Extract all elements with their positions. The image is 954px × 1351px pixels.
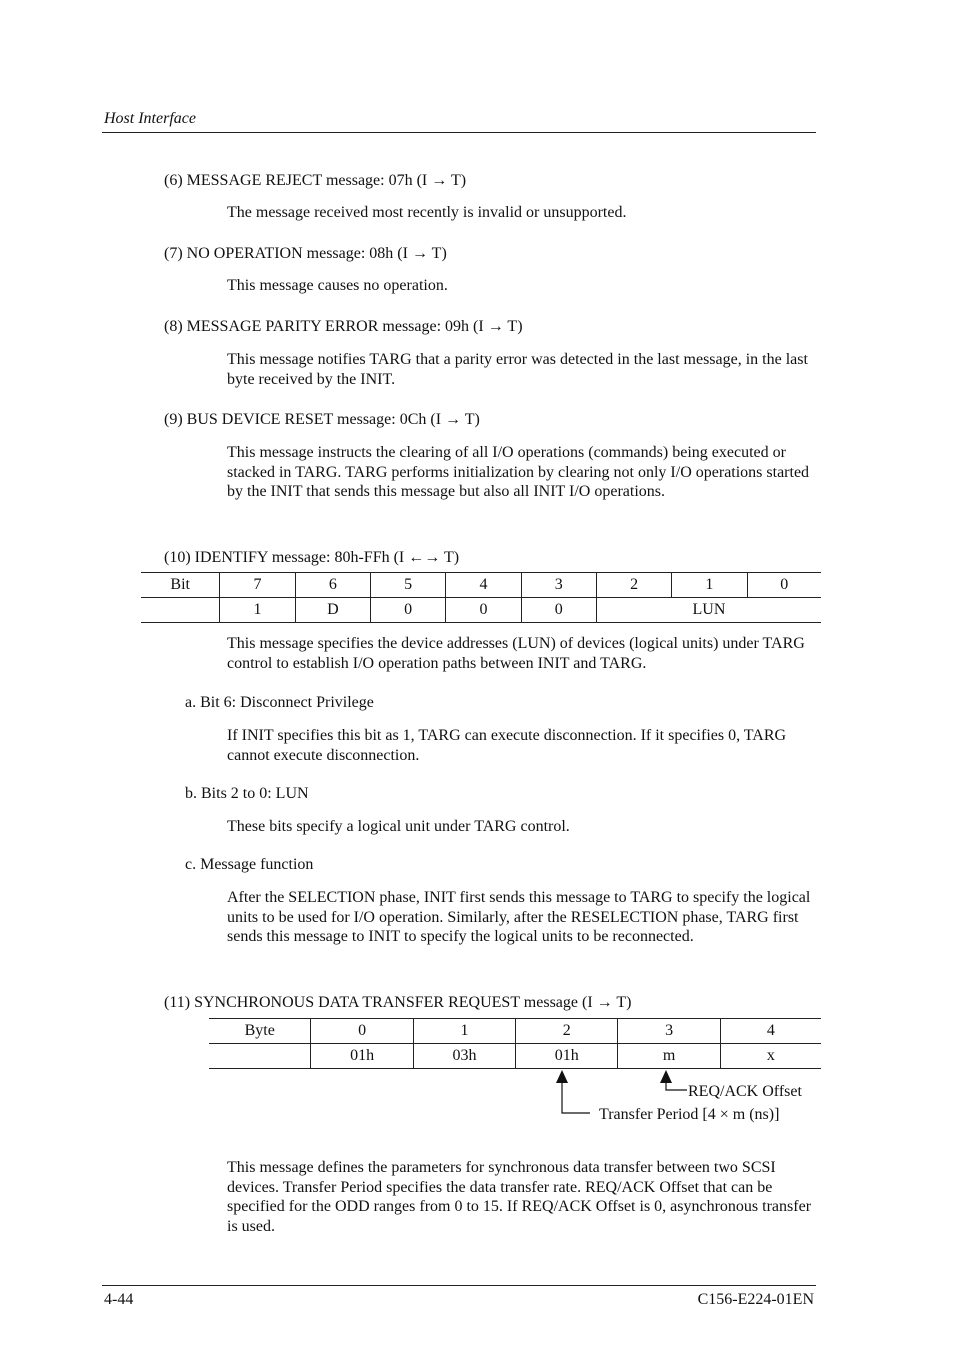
offset-arrowhead (660, 1070, 672, 1083)
section-10-heading: (10) IDENTIFY message: 80h-FFh (I ←→ T) (164, 549, 460, 566)
table-cell: 0 (747, 573, 821, 598)
table-cell: 0 (446, 598, 521, 623)
section-8-body: This message notifies TARG that a parity error was detected in the last message, in the last byte received by the INIT. (227, 351, 808, 388)
table-cell: D (295, 598, 370, 623)
table-header-row (209, 1019, 821, 1044)
document-id: C156-E224-01EN (697, 1291, 814, 1308)
period-leader-line (562, 1083, 590, 1113)
sub-a-body: If INIT specifies this bit as 1, TARG can execute disconnection. If it specifies 0, TARG cannot execute disconnection. (227, 727, 787, 764)
table-row (209, 1044, 821, 1069)
sub-a-heading: a. Bit 6: Disconnect Privilege (185, 694, 374, 711)
header-rule (102, 132, 816, 133)
table-cell: 01h (311, 1044, 413, 1069)
identify-bit-table (141, 572, 821, 623)
section-9-heading: (9) BUS DEVICE RESET message: 0Ch (I → T) (164, 411, 480, 428)
section-6-heading: (6) MESSAGE REJECT message: 07h (I → T) (164, 172, 467, 189)
section-7-body: This message causes no operation. (227, 277, 448, 294)
section-9-body: This message instructs the clearing of all I/O operations (commands) being executed or stacked in TARG. TARG performs initialization by clearing not only I/O operations started by the INIT that sends this message but also all INIT I/O operations. (227, 444, 810, 501)
transfer-period-label: Transfer Period [4 × m (ns)] (599, 1106, 780, 1123)
table-cell: 4 (720, 1019, 821, 1044)
section-11-body: This message defines the parameters for synchronous data transfer between two SCSI devices. Transfer Period specifies the data transfer rate. REQ/ACK Offset that can be specified for the ODD ranges from 0 to 15. If REQ/ACK Offset is 0, asynchronous transfer is used. (227, 1159, 812, 1236)
table-cell: 3 (521, 573, 596, 598)
table-cell: 2 (516, 1019, 618, 1044)
table-cell: 6 (295, 573, 370, 598)
running-header: Host Interface (104, 110, 196, 127)
table-cell (141, 598, 220, 623)
offset-leader-line (666, 1083, 687, 1090)
table-cell: 1 (672, 573, 747, 598)
table-cell: x (720, 1044, 821, 1069)
section-10-body: This message specifies the device addresses (LUN) of devices (logical units) under TARG control to establish I/O operation paths between INIT and TARG. (227, 635, 805, 672)
sub-c-body: After the SELECTION phase, INIT first sends this message to TARG to specify the logical units to be used for I/O operation. Similarly, after the RESELECTION phase, TARG first sends this message to INIT to specify the logical units to be reconnected. (227, 889, 811, 946)
table-cell: 1 (413, 1019, 515, 1044)
table-cell: 1 (220, 598, 295, 623)
sub-c-heading: c. Message function (185, 856, 314, 873)
table-header-row (141, 573, 821, 598)
table-cell (209, 1044, 311, 1069)
sub-b-heading: b. Bits 2 to 0: LUN (185, 785, 309, 802)
table-cell: 7 (220, 573, 295, 598)
table-cell: 3 (618, 1019, 720, 1044)
table-cell: 03h (413, 1044, 515, 1069)
req-ack-offset-label: REQ/ACK Offset (688, 1083, 802, 1100)
footer-rule (102, 1285, 816, 1286)
table-cell: m (618, 1044, 720, 1069)
table-row (141, 598, 821, 623)
table-cell: 4 (446, 573, 521, 598)
period-arrowhead (556, 1070, 568, 1083)
section-7-heading: (7) NO OPERATION message: 08h (I → T) (164, 245, 447, 262)
lun-cell: LUN (596, 598, 821, 623)
section-6-body: The message received most recently is invalid or unsupported. (227, 204, 627, 221)
table-cell: 0 (371, 598, 446, 623)
section-8-heading: (8) MESSAGE PARITY ERROR message: 09h (I → T) (164, 318, 523, 335)
sdtr-byte-table (209, 1018, 821, 1069)
page-number: 4-44 (104, 1291, 134, 1308)
table-cell: Bit (141, 573, 220, 598)
sub-b-body: These bits specify a logical unit under TARG control. (227, 818, 570, 835)
section-11-heading: (11) SYNCHRONOUS DATA TRANSFER REQUEST message (I → T) (164, 994, 632, 1011)
table-cell: 2 (596, 573, 671, 598)
table-cell: 0 (311, 1019, 413, 1044)
table-cell: 0 (521, 598, 596, 623)
table-cell: 01h (516, 1044, 618, 1069)
table-cell: 5 (371, 573, 446, 598)
table-cell: Byte (209, 1019, 311, 1044)
